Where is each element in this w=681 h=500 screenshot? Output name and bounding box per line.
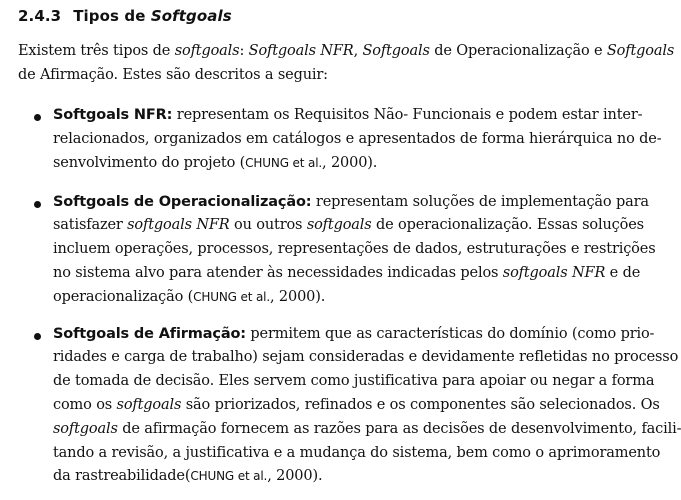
item-term: Softgoals de Afirmação:	[53, 326, 246, 342]
bullet-icon	[34, 114, 41, 121]
text-run: ou outros	[229, 217, 307, 233]
item-2-line-3	[53, 238, 656, 260]
text-run: softgoals NFR	[502, 265, 606, 281]
text-run: softgoals	[116, 397, 182, 413]
item-3-line-5	[53, 418, 681, 440]
citation: CHUNG et al.	[193, 290, 271, 304]
item-3-line-6	[53, 442, 661, 464]
text-run: relacionados, organizados em catálogos e apresentados de forma hierárquica no de-	[53, 131, 662, 147]
text-run: satisfazer	[53, 217, 128, 233]
item-term: Softgoals de Operacionalização:	[53, 194, 312, 210]
text-run: operacionalização (	[53, 289, 194, 305]
item-3-line-4	[53, 394, 660, 416]
text-run: e de	[605, 265, 641, 281]
citation: CHUNG et al.	[245, 156, 323, 170]
text-run: senvolvimento do projeto (	[53, 155, 246, 171]
item-3-line-1	[53, 323, 655, 345]
text-run: incluem operações, processos, representações de dados, estruturações e restrições	[53, 241, 656, 257]
section-heading	[18, 7, 232, 25]
item-term: Softgoals NFR:	[53, 107, 173, 123]
section-number: 2.4.3	[18, 7, 62, 25]
item-3-line-2	[53, 346, 679, 368]
item-2-line-1	[53, 191, 649, 213]
text-run: da rastreabilidade(	[53, 468, 191, 484]
text-run: no sistema alvo para atender às necessidades indicadas pelos	[53, 265, 503, 281]
text-run: de afirmação fornecem as razões para as decisões de desenvolvimento, facili-	[117, 421, 681, 437]
text-run: de operacionalização. Essas soluções	[371, 217, 644, 233]
text-run: , 2000).	[267, 468, 323, 484]
text-run: ridades e carga de trabalho) sejam consideradas e devidamente refletidas no processo	[53, 349, 679, 365]
item-3-line-3	[53, 370, 655, 392]
text-run: softgoals	[53, 421, 118, 437]
text-run: de tomada de decisão. Eles servem como justificativa para apoiar ou negar a forma	[53, 373, 655, 389]
text-run: como os	[53, 397, 117, 413]
text-run: de Afirmação. Estes são descritos a seguir:	[18, 67, 328, 83]
item-3-line-7	[53, 465, 322, 487]
text-run: Softgoals NFR	[248, 43, 354, 59]
text-run: :	[239, 43, 249, 59]
text-run: , 2000).	[270, 289, 326, 305]
text-run: Softgoals	[362, 43, 430, 59]
text-run: Softgoals	[606, 43, 675, 59]
text-run: representam os Requisitos Não- Funcionais e podem estar inter-	[172, 107, 643, 123]
item-2-line-5	[53, 286, 325, 308]
text-run: de Operacionalização e	[429, 43, 607, 59]
text-run: ,	[353, 43, 363, 59]
citation: CHUNG et al.	[190, 469, 268, 483]
item-1-line-3	[53, 152, 377, 174]
text-run: representam soluções de implementação para	[311, 194, 649, 210]
text-run: são priorizados, refinados e os componentes são selecionados. Os	[181, 397, 660, 413]
text-run: tando a revisão, a justificativa e a mudança do sistema, bem como o aprimoramento	[53, 445, 661, 461]
item-2-line-4	[53, 262, 641, 284]
text-run: softgoals	[174, 43, 240, 59]
intro-line-2	[18, 64, 628, 86]
text-run: permitem que as características do domínio (como prio-	[245, 326, 655, 342]
item-1-line-1	[53, 104, 643, 126]
intro-line-1	[18, 40, 675, 62]
item-2-line-2	[53, 214, 644, 236]
section-title-italic: Softgoals	[150, 7, 232, 25]
item-1-line-2	[53, 128, 662, 150]
text-run: softgoals NFR	[127, 217, 230, 233]
section-title-prefix: Tipos de	[73, 7, 151, 25]
text-run: Existem três tipos de	[18, 43, 175, 59]
bullet-icon	[34, 333, 41, 340]
text-run: , 2000).	[322, 155, 378, 171]
bullet-icon	[34, 201, 41, 208]
text-run: softgoals	[306, 217, 372, 233]
